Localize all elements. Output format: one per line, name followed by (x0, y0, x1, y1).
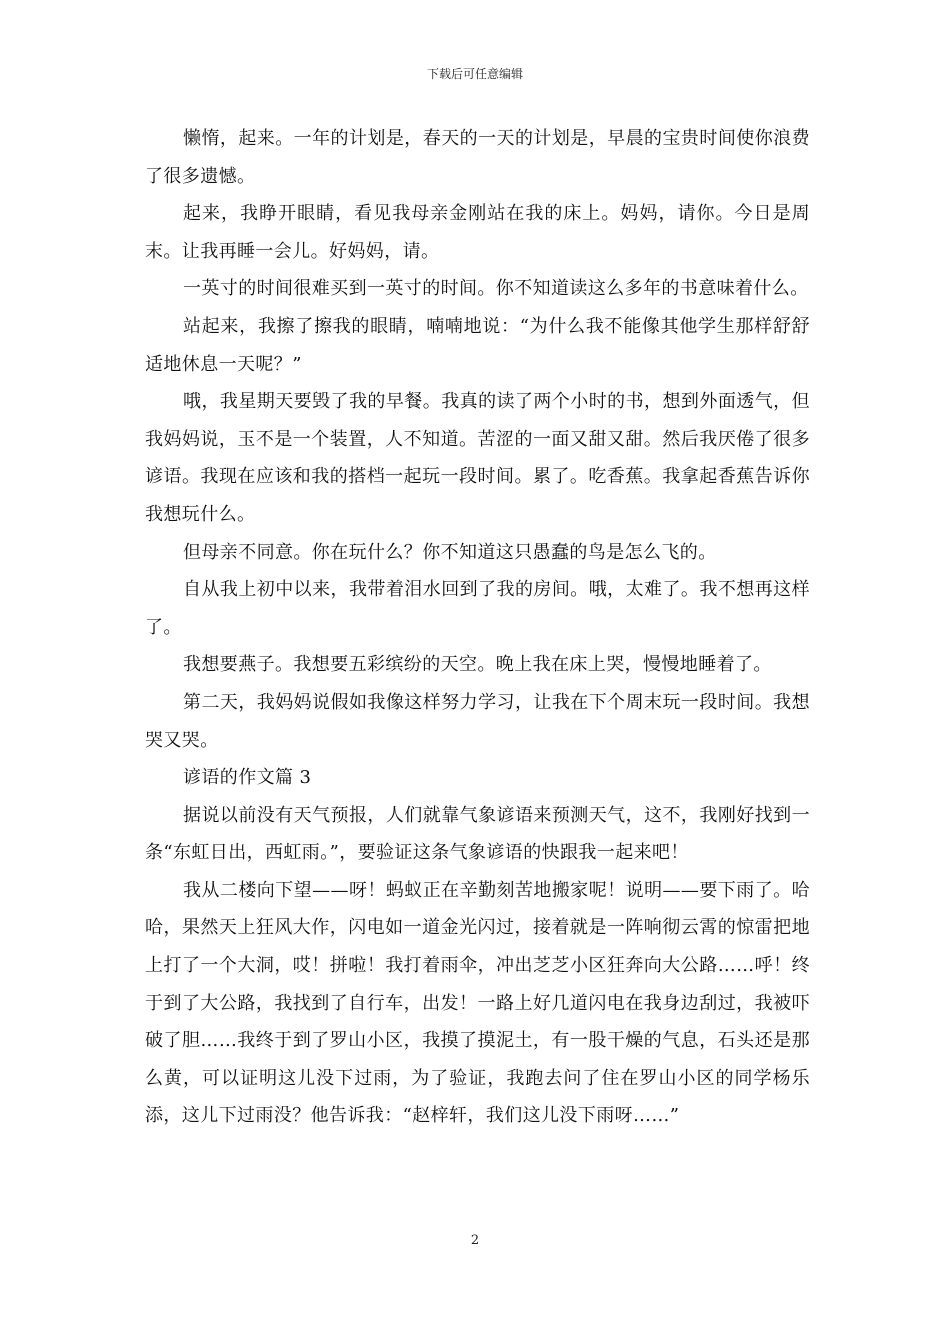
paragraph: 自从我上初中以来，我带着泪水回到了我的房间。哦，太难了。我不想再这样了。 (145, 579, 810, 638)
paragraph: 懒惰，起来。一年的计划是，春天的一天的计划是，早晨的宝贵时间使你浪费了很多遗憾。 (145, 128, 810, 187)
paragraph: 据说以前没有天气预报，人们就靠气象谚语来预测天气，这不，我刚好找到一条“东虹日出，西虹雨。”，要验证这条气象谚语的快跟我一起来吧！ (145, 804, 810, 864)
paragraph: 我想要燕子。我想要五彩缤纷的天空。晚上我在床上哭，慢慢地睡着了。 (183, 654, 772, 676)
page-number: 2 (470, 1233, 480, 1248)
paragraph: 哦，我星期天要毁了我的早餐。我真的读了两个小时的书，想到外面透气，但我妈妈说，玉不是一个装置，人不知道。苦涩的一面又甜又甜。然后我厌倦了很多谚语。我现在应该和我的搭档一起玩一段时间。累了。吃香蕉。我拿起香蕉告诉你我想玩什么。 (145, 391, 810, 525)
paragraph: 但母亲不同意。你在玩什么？你不知道这只愚蠢的鸟是怎么飞的。 (183, 541, 717, 563)
paragraph: 起来，我睁开眼睛，看见我母亲金刚站在我的床上。妈妈，请你。今日是周末。让我再睡一会儿。好妈妈，请。 (145, 203, 810, 262)
paragraph: 第二天，我妈妈说假如我像这样努力学习，让我在下个周末玩一段时间。我想哭又哭。 (145, 691, 810, 751)
page-header: 下载后可任意编辑 (426, 67, 523, 81)
paragraph: 站起来，我擦了擦我的眼睛，喃喃地说：“为什么我不能像其他学生那样舒舒适地休息一天呢？” (145, 315, 810, 375)
paragraph: 我从二楼向下望——呀！蚂蚁正在辛勤刻苦地搬家呢！说明——要下雨了。哈哈，果然天上狂风大作，闪电如一道金光闪过，接着就是一阵响彻云霄的惊雷把地上打了一个大洞，哎！拼啦！我打着雨伞，冲出芝芝小区狂奔向大公路……呼！终于到了大公路，我找到了自行车，出发！一路上好几道闪电在我身边刮过，我被吓破了胆……我终于到了罗山小区，我摸了摸泥土，有一股干燥的气息，石头还是那么黄，可以证明这儿没下过雨，为了验证，我跑去问了住在罗山小区的同学杨乐添，这儿下过雨没？他告诉我：“赵梓轩，我们这儿没下雨呀……” (145, 879, 810, 1127)
section-heading: 谚语的作文篇 3 (183, 767, 312, 789)
paragraph: 一英寸的时间很难买到一英寸的时间。你不知道读这么多年的书意味着什么。 (183, 278, 809, 300)
document-body (145, 120, 810, 1135)
